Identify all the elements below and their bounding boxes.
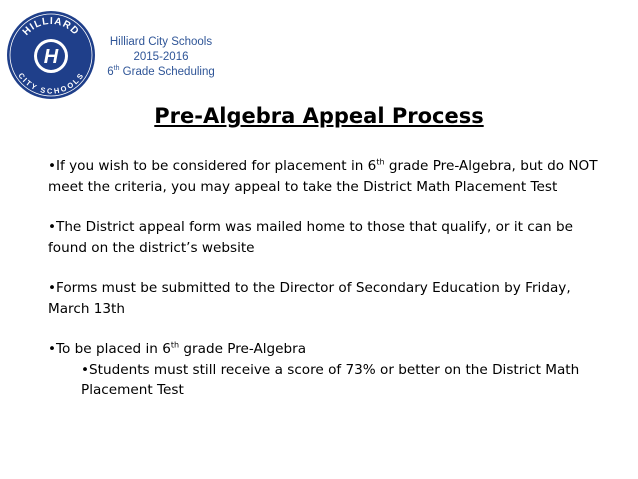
page-title: Pre-Algebra Appeal Process bbox=[154, 104, 484, 128]
school-year: 2015-2016 bbox=[133, 51, 189, 63]
district-name: Hilliard City Schools bbox=[109, 36, 213, 48]
bullet-list bbox=[48, 156, 616, 401]
bullet-item-2: •The District appeal form was mailed home to those that qualify, or it can be found on the district’s website bbox=[48, 219, 573, 256]
logo-text-bottom: CITY SCHOOLS bbox=[16, 71, 86, 96]
bullet-item-4: •To be placed in 6th grade Pre-Algebra bbox=[48, 340, 307, 357]
header-info bbox=[100, 35, 222, 80]
logo-monogram: H bbox=[43, 46, 59, 68]
bullet-item-1: •If you wish to be considered for placement in 6th grade Pre-Algebra, but do NOT meet the criteria, you may appeal to take the District Math Placement Test bbox=[48, 157, 598, 195]
logo-text-top: HILLIARD bbox=[20, 15, 82, 38]
bullet-item-3: •Forms must be submitted to the Director of Secondary Education by Friday, March 13th bbox=[48, 280, 571, 317]
grade-scheduling: 6th Grade Scheduling bbox=[107, 65, 215, 78]
sub-bullet-item: •Students must still receive a score of 73% or better on the District Math Placement Test bbox=[81, 361, 580, 398]
hilliard-logo bbox=[6, 10, 96, 100]
